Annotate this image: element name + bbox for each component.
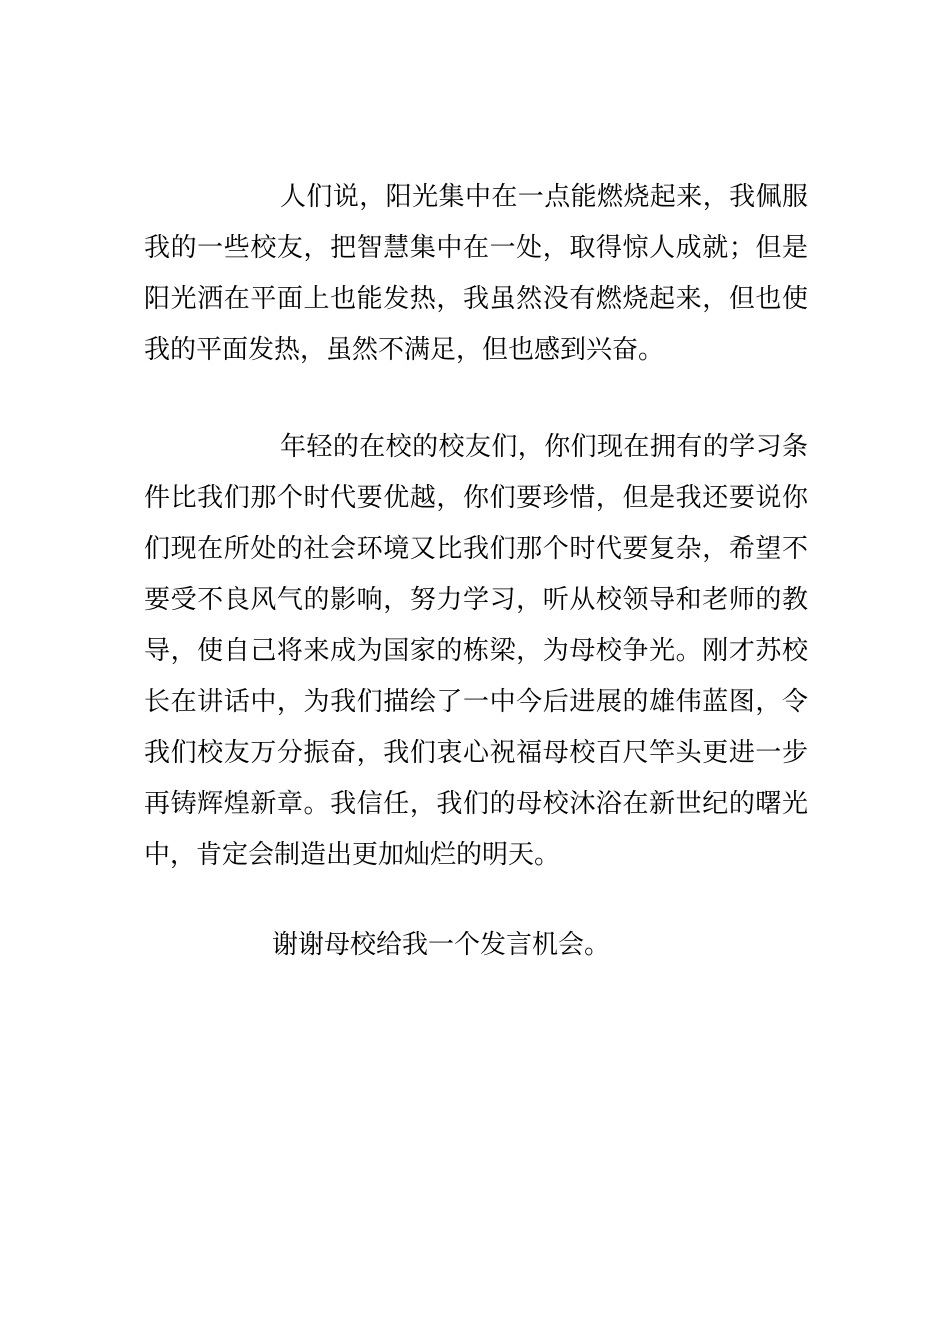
paragraph-line: 我的一些校友，把智慧集中在一处，取得惊人成就；但是	[144, 233, 808, 263]
paragraph-line: 人们说，阳光集中在一点能燃烧起来，我佩服	[280, 182, 808, 212]
paragraph-line: 再铸辉煌新章。我信任，我们的母校沐浴在新世纪的曙光	[144, 789, 808, 819]
paragraph-sunlight	[144, 172, 808, 376]
paragraph-line: 要受不良风气的影响，努力学习，听从校领导和老师的教	[144, 585, 808, 615]
paragraph-line: 我们校友万分振奋，我们衷心祝福母校百尺竿头更进一步	[144, 738, 808, 768]
paragraph-line: 中，肯定会制造出更加灿烂的明天。	[144, 840, 561, 870]
paragraph-line: 年轻的在校的校友们，你们现在拥有的学习条	[280, 432, 808, 462]
paragraph-line: 阳光洒在平面上也能发热，我虽然没有燃烧起来，但也使	[144, 284, 808, 314]
paragraph-young-alumni	[144, 422, 808, 881]
paragraph-line: 谢谢母校给我一个发言机会。	[272, 930, 611, 960]
paragraph-line: 长在讲话中，为我们描绘了一中今后进展的雄伟蓝图，令	[144, 687, 808, 717]
paragraph-line: 们现在所处的社会环境又比我们那个时代要复杂，希望不	[144, 534, 808, 564]
paragraph-line: 件比我们那个时代要优越，你们要珍惜，但是我还要说你	[144, 483, 808, 513]
paragraph-line: 导，使自己将来成为国家的栋梁，为母校争光。刚才苏校	[144, 636, 808, 666]
paragraph-line: 我的平面发热，虽然不满足，但也感到兴奋。	[144, 335, 665, 365]
paragraph-thanks	[144, 920, 808, 971]
